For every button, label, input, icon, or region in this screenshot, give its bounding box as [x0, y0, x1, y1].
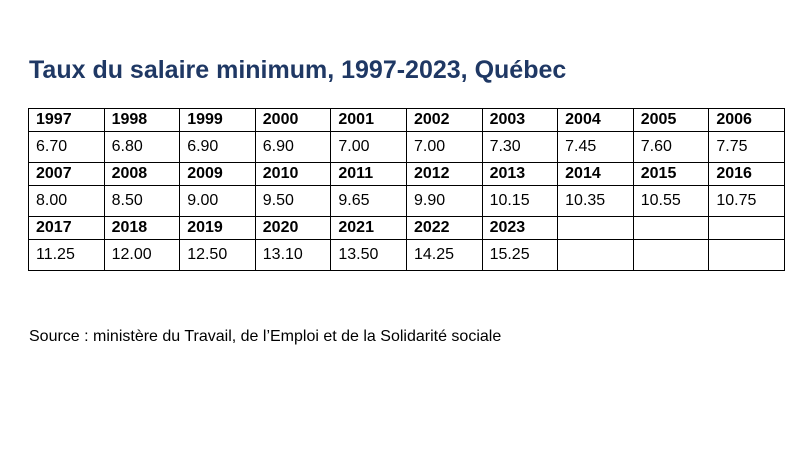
- year-cell: 2019: [180, 217, 256, 240]
- rate-cell: 9.65: [331, 186, 407, 217]
- year-cell: 2012: [406, 163, 482, 186]
- rate-cell: 7.00: [406, 132, 482, 163]
- year-cell: 2000: [255, 109, 331, 132]
- year-cell: 2021: [331, 217, 407, 240]
- year-cell: 1999: [180, 109, 256, 132]
- rate-cell: 6.90: [255, 132, 331, 163]
- year-cell: 2014: [558, 163, 634, 186]
- year-cell: 2017: [29, 217, 105, 240]
- rate-cell: 8.00: [29, 186, 105, 217]
- year-cell: [633, 217, 709, 240]
- rate-cell: [709, 240, 785, 271]
- year-cell: 1997: [29, 109, 105, 132]
- rate-cell: 10.55: [633, 186, 709, 217]
- year-cell: 1998: [104, 109, 180, 132]
- rate-cell: [633, 240, 709, 271]
- year-cell: [709, 217, 785, 240]
- source-note: Source : ministère du Travail, de l’Emploi et de la Solidarité sociale: [29, 328, 502, 345]
- year-cell: [558, 217, 634, 240]
- rate-cell: 9.90: [406, 186, 482, 217]
- rate-cell: 15.25: [482, 240, 558, 271]
- table-row-years: [29, 217, 785, 240]
- year-cell: 2011: [331, 163, 407, 186]
- rate-cell: 6.80: [104, 132, 180, 163]
- rate-cell: 13.50: [331, 240, 407, 271]
- year-cell: 2006: [709, 109, 785, 132]
- rate-cell: 7.45: [558, 132, 634, 163]
- rate-cell: 9.50: [255, 186, 331, 217]
- rate-cell: 7.60: [633, 132, 709, 163]
- year-cell: 2018: [104, 217, 180, 240]
- year-cell: 2023: [482, 217, 558, 240]
- table-row-rates: [29, 186, 785, 217]
- year-cell: 2003: [482, 109, 558, 132]
- year-cell: 2002: [406, 109, 482, 132]
- year-cell: 2008: [104, 163, 180, 186]
- rate-cell: 10.75: [709, 186, 785, 217]
- rate-cell: 8.50: [104, 186, 180, 217]
- year-cell: 2022: [406, 217, 482, 240]
- rate-cell: 7.75: [709, 132, 785, 163]
- table-row-rates: [29, 132, 785, 163]
- rate-cell: 13.10: [255, 240, 331, 271]
- year-cell: 2020: [255, 217, 331, 240]
- year-cell: 2013: [482, 163, 558, 186]
- rate-cell: 12.00: [104, 240, 180, 271]
- page-title: Taux du salaire minimum, 1997-2023, Québec: [29, 56, 567, 84]
- year-cell: 2015: [633, 163, 709, 186]
- table-row-years: [29, 163, 785, 186]
- year-cell: 2001: [331, 109, 407, 132]
- year-cell: 2005: [633, 109, 709, 132]
- rate-cell: [558, 240, 634, 271]
- year-cell: 2007: [29, 163, 105, 186]
- rate-cell: 7.30: [482, 132, 558, 163]
- year-cell: 2009: [180, 163, 256, 186]
- rate-cell: 11.25: [29, 240, 105, 271]
- rate-cell: 6.70: [29, 132, 105, 163]
- year-cell: 2016: [709, 163, 785, 186]
- year-cell: 2004: [558, 109, 634, 132]
- year-cell: 2010: [255, 163, 331, 186]
- table-row-years: [29, 109, 785, 132]
- rate-cell: 7.00: [331, 132, 407, 163]
- rate-cell: 9.00: [180, 186, 256, 217]
- rate-cell: 12.50: [180, 240, 256, 271]
- rate-cell: 6.90: [180, 132, 256, 163]
- table-row-rates: [29, 240, 785, 271]
- table-body: [29, 109, 785, 271]
- rate-cell: 14.25: [406, 240, 482, 271]
- rate-cell: 10.35: [558, 186, 634, 217]
- rate-cell: 10.15: [482, 186, 558, 217]
- minimum-wage-table: [28, 108, 785, 271]
